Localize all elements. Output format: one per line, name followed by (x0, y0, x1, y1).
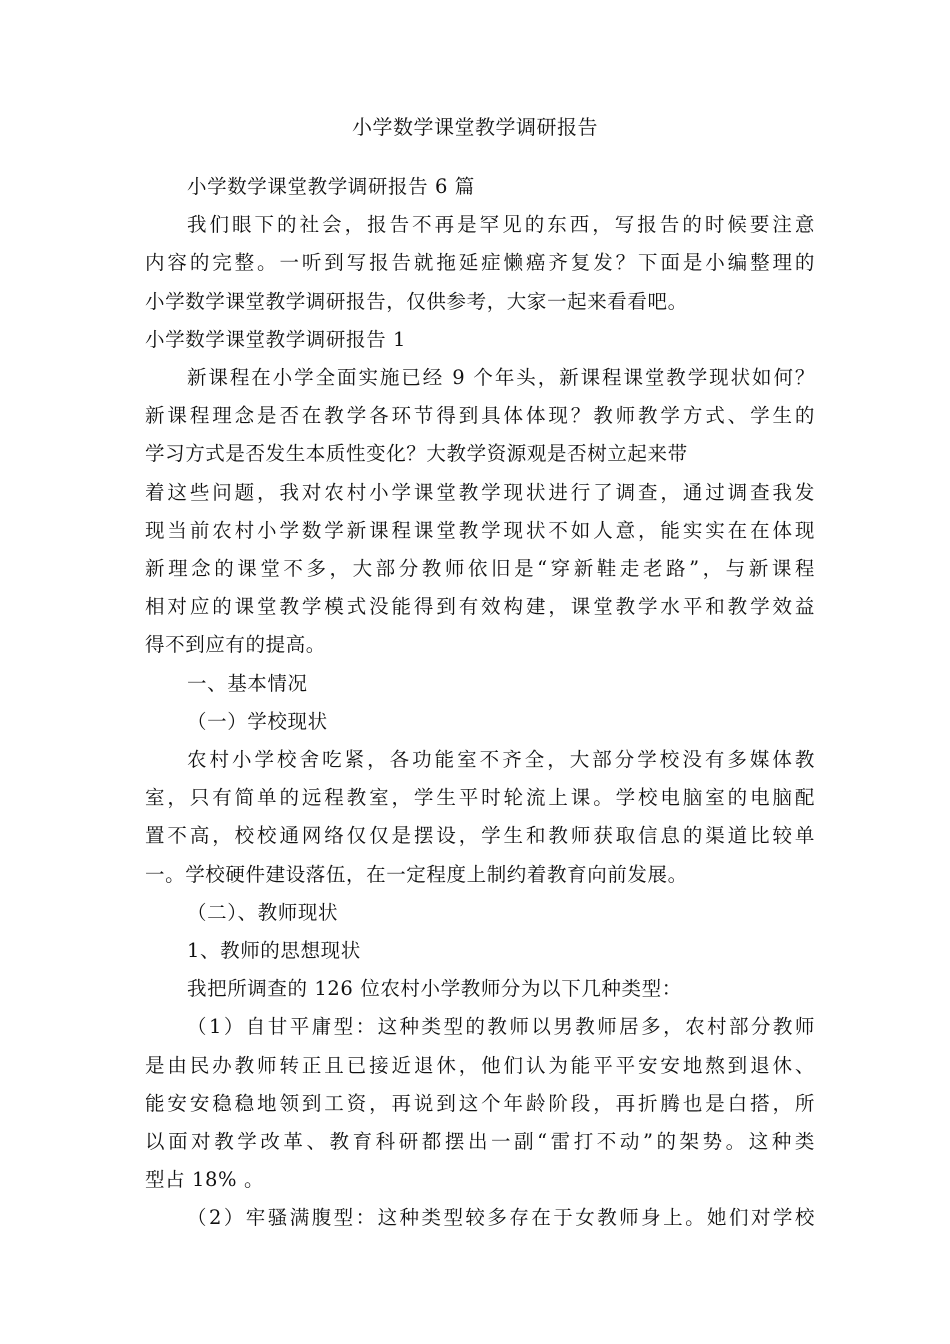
paragraph-line: 型占 18% 。 (145, 1168, 265, 1191)
paragraph-line: 小学数学课堂教学调研报告 1 (145, 328, 407, 351)
paragraph-line: （1）自甘平庸型：这种类型的教师以男教师居多，农村部分教师 (187, 1015, 815, 1038)
paragraph-line: 一、基本情况 (187, 672, 308, 695)
paragraph-line: 小学数学课堂教学调研报告 6 篇 (187, 175, 475, 198)
paragraph-line: 着这些问题，我对农村小学课堂教学现状进行了调查，通过调查我发 (145, 481, 815, 504)
paragraph-line: 新理念的课堂不多，大部分教师依旧是“穿新鞋走老路”，与新课程 (145, 557, 815, 580)
paragraph-line: 新课程理念是否在教学各环节得到具体体现？教师教学方式、学生的 (145, 404, 815, 427)
paragraph-line: （2）牢骚满腹型：这种类型较多存在于女教师身上。她们对学校 (187, 1206, 815, 1229)
paragraph-line: 小学数学课堂教学调研报告，仅供参考，大家一起来看看吧。 (145, 290, 688, 313)
paragraph-line: 现当前农村小学数学新课程课堂教学现状不如人意，能实实在在体现 (145, 519, 815, 542)
paragraph-line: 新课程在小学全面实施已经 9 个年头，新课程课堂教学现状如何？ (187, 366, 815, 389)
paragraph-line: 我们眼下的社会，报告不再是罕见的东西，写报告的时候要注意 (187, 213, 815, 236)
paragraph-line: 以面对教学改革、教育科研都摆出一副“雷打不动”的架势。这种类 (145, 1130, 815, 1153)
paragraph-line: 得不到应有的提高。 (145, 633, 326, 656)
paragraph-line: 我把所调查的 126 位农村小学教师分为以下几种类型： (187, 977, 682, 1000)
paragraph-line: （一）学校现状 (187, 710, 328, 733)
paragraph-line: 室，只有简单的远程教室，学生平时轮流上课。学校电脑室的电脑配 (145, 786, 815, 809)
paragraph-line: 相对应的课堂教学模式没能得到有效构建，课堂教学水平和教学效益 (145, 595, 815, 618)
paragraph-line: 1、教师的思想现状 (187, 939, 361, 962)
paragraph-line: 置不高，校校通网络仅仅是摆设，学生和教师获取信息的渠道比较单 (145, 824, 815, 847)
paragraph-line: 能安安稳稳地领到工资，再说到这个年龄阶段，再折腾也是白搭，所 (145, 1092, 815, 1115)
paragraph-line: 内容的完整。一听到写报告就拖延症懒癌齐复发？下面是小编整理的 (145, 251, 815, 274)
document-title: 小学数学课堂教学调研报告 (352, 115, 598, 139)
paragraph-line: 农村小学校舍吃紧，各功能室不齐全，大部分学校没有多媒体教 (187, 748, 815, 771)
paragraph-line: 一。学校硬件建设落伍，在一定程度上制约着教育向前发展。 (145, 863, 688, 886)
paragraph-line: （二）、教师现状 (187, 901, 339, 924)
paragraph-line: 学习方式是否发生本质性变化？大教学资源观是否树立起来带 (145, 442, 688, 465)
paragraph-line: 是由民办教师转正且已接近退休，他们认为能平平安安地熬到退休、 (145, 1054, 815, 1077)
